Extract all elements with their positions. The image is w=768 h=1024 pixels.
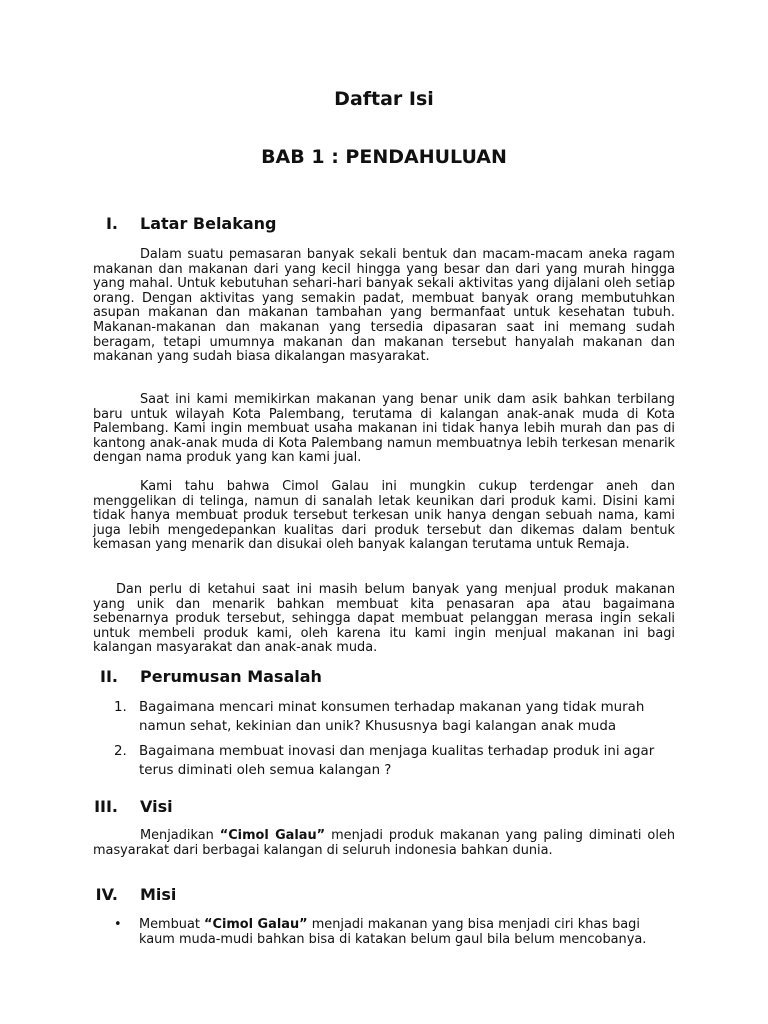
- product-name: “Cimol Galau”: [204, 917, 308, 932]
- vision-paragraph: [93, 829, 675, 858]
- paragraph: Dan perlu di ketahui saat ini masih belum banyak yang menjual produk makanan yang unik dan menarik bahkan membuat kita penasaran apa atau bagaimana sebenarnya produk tersebut, sehingga dapat membuat pelanggan merasa ingin sekali untuk membeli produk kami, oleh karena itu kami ingin menjual makanan ini bagi kalangan masyarakat dan anak-anak muda.: [93, 582, 675, 656]
- list-item: [114, 698, 684, 736]
- list-item: [114, 742, 684, 780]
- problem-list: [114, 698, 684, 736]
- mission-text-before: Membuat: [139, 917, 205, 932]
- paragraph: Kami tahu bahwa Cimol Galau ini mungkin cukup terdengar aneh dan menggelikan di telinga, namun di sanalah letak keunikan dari produk kami. Disini kami tidak hanya membuat produk tersebut terkesan unik hanya dengan sebuah nama, kami juga lebih mengedepankan kualitas dari produk tersebut dan dikemas dalam bentuk kemasan yang menarik dan disukai oleh banyak kalangan terutama untuk Remaja.: [93, 479, 675, 553]
- section-number: IV.: [95, 885, 118, 904]
- chapter-title: BAB 1 : PENDAHULUAN: [261, 146, 507, 168]
- problem-list: [114, 742, 684, 780]
- section-title: Latar Belakang: [140, 214, 277, 233]
- vision-text-after: menjadi produk makanan yang paling diminati oleh masyarakat dari berbagai kalangan di seluruh indonesia bahkan dunia.: [93, 828, 676, 858]
- mission-bullet: [114, 917, 674, 947]
- paragraph: Saat ini kami memikirkan makanan yang benar unik dam asik bahkan terbilang baru untuk wilayah Kota Palembang, terutama di kalangan anak-anak muda di Kota Palembang. Kami ingin membuat usaha makanan ini tidak hanya lebih murah dan pas di kantong anak-anak muda di Kota Palembang namun membuatnya lebih terkesan menarik dengan nama produk yang kan kami jual.: [93, 392, 675, 466]
- list-item-text: Bagaimana mencari minat konsumen terhadap makanan yang tidak murah namun sehat, kekinian dan unik? Khususnya bagi kalangan anak muda: [139, 700, 645, 734]
- mission-text-after: menjadi makanan yang bisa menjadi ciri khas bagi kaum muda-mudi bahkan bisa di katakan belum gaul bila belum mencobanya.: [139, 917, 647, 947]
- section-number: III.: [94, 797, 118, 816]
- list-marker: 2.: [114, 744, 127, 759]
- section-number: II.: [100, 667, 118, 686]
- product-name: “Cimol Galau”: [219, 828, 326, 843]
- paragraph: Dalam suatu pemasaran banyak sekali bentuk dan macam-macam aneka ragam makanan dan makanan dari yang kecil hingga yang besar dan dari yang murah hingga yang mahal. Untuk kebutuhan sehari-hari banyak sekali aktivitas yang dijalani oleh setiap orang. Dengan aktivitas yang semakin padat, membuat banyak orang membutuhkan asupan makanan dan makanan tambahan yang bermanfaat untuk kesehatan tubuh. Makanan-makanan dan makanan yang tersedia dipasaran saat ini memang sudah beragam, tetapi umumnya makanan dan makanan tersebut hanyalah makanan dan makanan yang sudah biasa dikalangan masyarakat.: [93, 247, 675, 365]
- vision-text-before: Menjadikan: [140, 828, 220, 843]
- list-marker: 1.: [114, 700, 127, 715]
- document-title: Daftar Isi: [334, 88, 434, 110]
- list-item-text: Bagaimana membuat inovasi dan menjaga kualitas terhadap produk ini agar terus diminati oleh semua kalangan ?: [139, 744, 655, 778]
- bullet-icon: •: [114, 917, 122, 932]
- section-title: Visi: [140, 797, 173, 816]
- section-number: I.: [105, 214, 118, 233]
- section-title: Perumusan Masalah: [140, 667, 322, 686]
- section-title: Misi: [140, 885, 177, 904]
